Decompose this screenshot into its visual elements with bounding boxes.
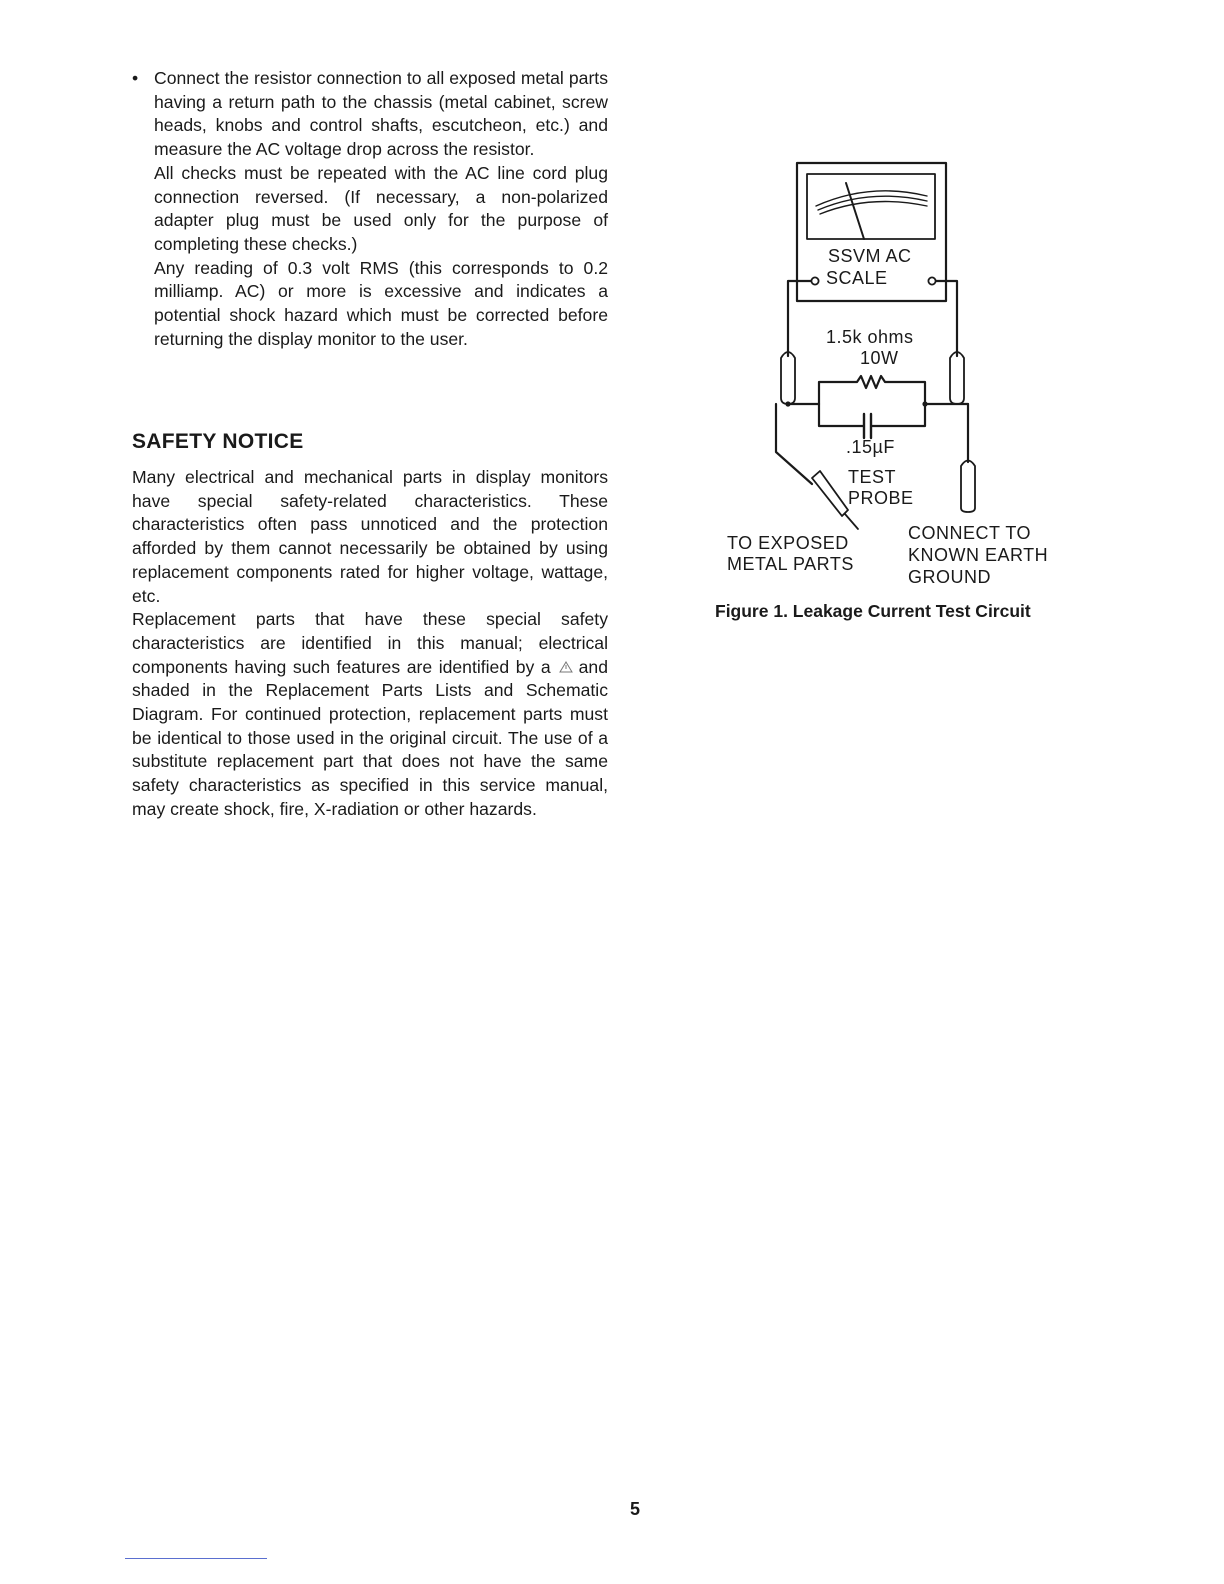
right-label-line-2: KNOWN EARTH — [908, 545, 1049, 565]
wire-left-top — [788, 281, 812, 356]
probe-label-line-2: PROBE — [848, 488, 914, 508]
left-plug — [781, 352, 795, 404]
right-label-line-3: GROUND — [908, 567, 991, 587]
test-probe — [812, 471, 848, 516]
junction-left — [785, 401, 790, 406]
footer-rule — [125, 1558, 267, 1559]
bullet-text-reading: Any reading of 0.3 volt RMS (this corresponds to 0.2 milliamp. AC) or more is excessive and indicates a potential shock hazard which must be corrected before returning the display monitor to the user. — [154, 257, 608, 349]
figure-caption: Figure 1. Leakage Current Test Circuit — [715, 601, 1031, 621]
resistor-label-line-1: 1.5k ohms — [826, 327, 914, 347]
capacitor-label: .15µF — [846, 437, 895, 457]
right-plug — [950, 352, 964, 404]
bullet-text-repeat: All checks must be repeated with the AC line cord plug connection reversed. (If necessary, a non-polarized adapter plug must be used only for the purpose of completing these checks.) — [154, 162, 608, 254]
probe-label-line-1: TEST — [848, 467, 897, 487]
left-label-line-2: METAL PARTS — [727, 554, 854, 574]
bullet-text-connect: Connect the resistor connection to all exposed metal parts having a return path to the chassis (metal cabinet, screw heads, knobs and control shafts, escutcheon, etc.) and measure the AC voltage drop across the resistor. — [154, 68, 608, 160]
bullet-symbol: • — [132, 68, 139, 88]
wire-left-down — [776, 404, 812, 484]
resistor-branch — [819, 376, 925, 404]
right-label-line-1: CONNECT TO — [908, 523, 1032, 543]
capacitor-branch-left — [819, 404, 864, 426]
safety-notice-paragraph-2-start: Replacement parts that have these special safety characteristics are identified in this manual; electrical components having such features are identified by a — [132, 609, 608, 677]
meter-needle — [846, 183, 864, 239]
left-label-line-1: TO EXPOSED — [727, 533, 849, 553]
meter-terminal-left — [811, 277, 818, 284]
safety-notice-body — [132, 466, 608, 822]
capacitor-branch-right — [871, 404, 925, 426]
meter-label-line-2: SCALE — [826, 268, 888, 288]
meter-terminal-right — [928, 277, 935, 284]
safety-notice-paragraph-2 — [132, 608, 608, 821]
leakage-test-circuit-diagram — [700, 150, 1100, 600]
meter-label-line-1: SSVM AC — [828, 246, 912, 266]
safety-notice-paragraph-2-end: and shaded in the Replacement Parts Lists and Schematic Diagram. For continued protection, replacement parts must be identical to those used in the original circuit. The use of a substitute replacement part that does not have the same safety characteristics as specified in this service manual, may create shock, fire, X-radiation or other hazards. — [132, 656, 608, 819]
bullet-item — [132, 67, 608, 351]
page-number: 5 — [630, 1499, 641, 1519]
warning-triangle-icon — [559, 661, 573, 673]
junction-right — [922, 401, 927, 406]
ground-plug — [961, 461, 975, 513]
safety-notice-paragraph-1: Many electrical and mechanical parts in display monitors have special safety-related characteristics. These characteristics often pass unnoticed and the protection afforded by them cannot necessarily be obtained by using replacement components rated for higher voltage, wattage, etc. — [132, 467, 608, 606]
test-probe-tip — [845, 514, 858, 529]
resistor-label-line-2: 10W — [860, 348, 899, 368]
safety-notice-heading: SAFETY NOTICE — [132, 430, 304, 453]
